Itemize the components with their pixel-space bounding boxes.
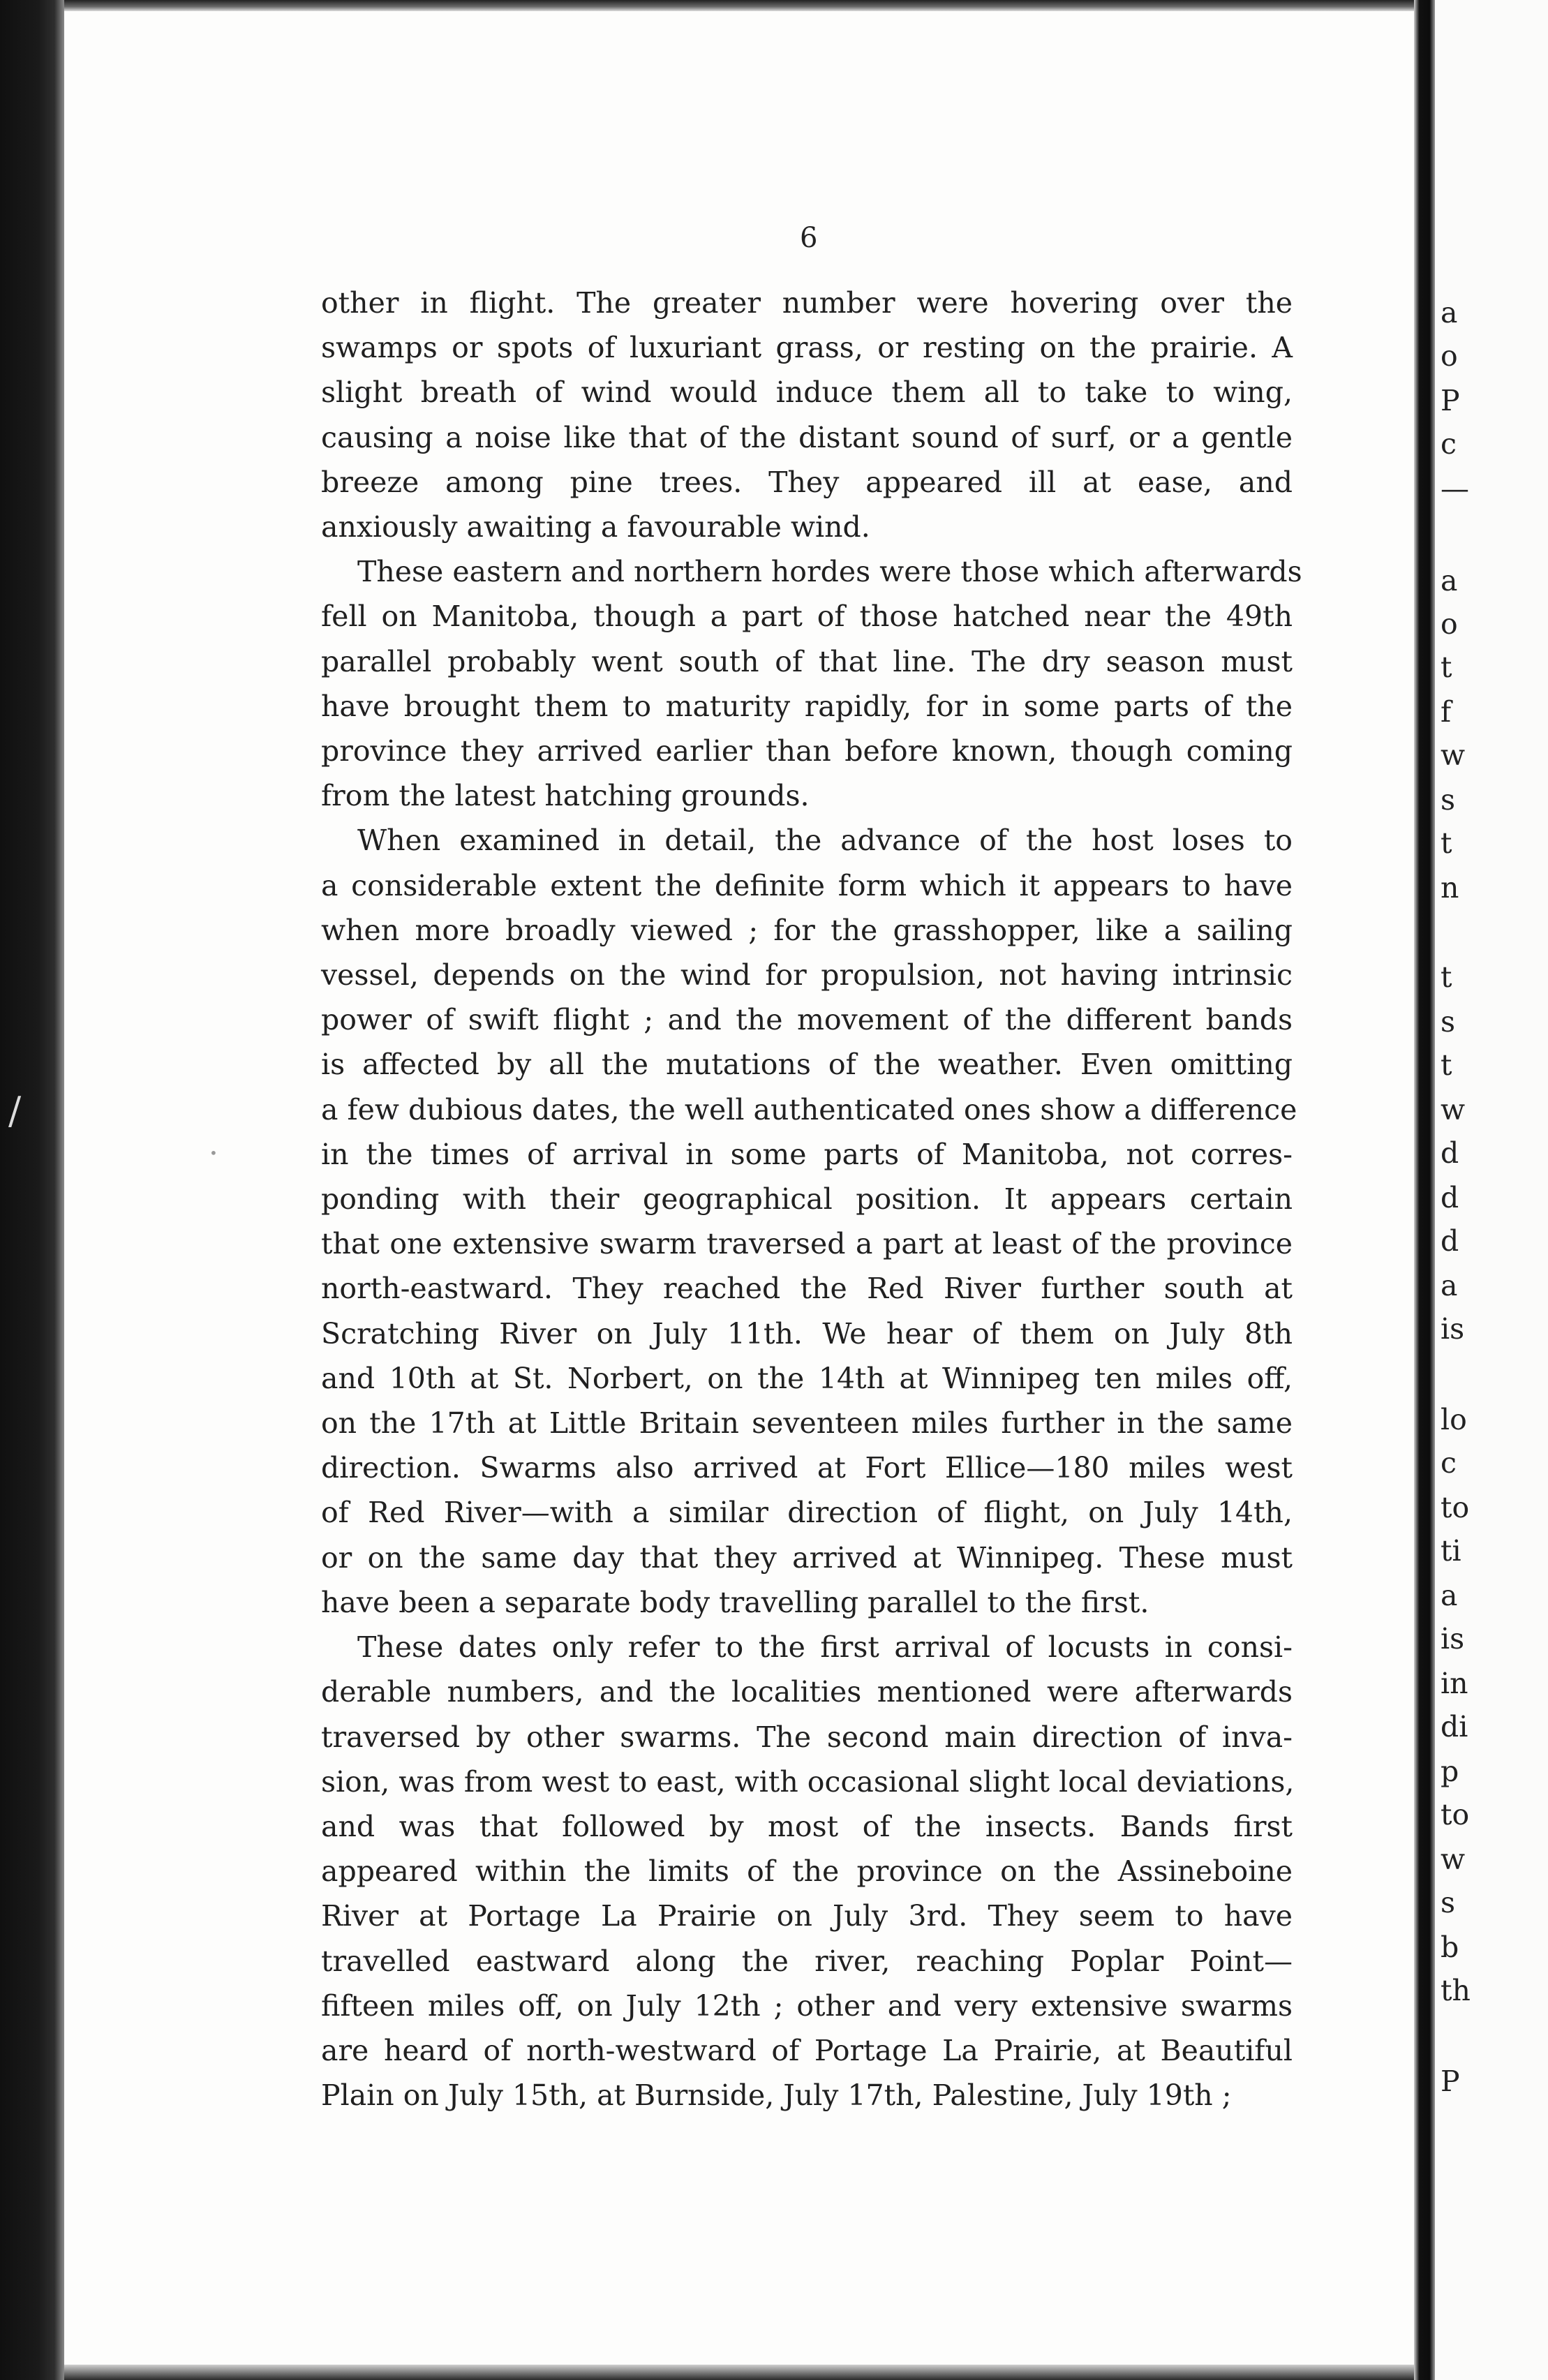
scan-speck: • xyxy=(209,1145,218,1161)
page-gutter xyxy=(1414,0,1435,2380)
text-line: anxiously awaiting a favourable wind. xyxy=(321,510,870,544)
facing-text-fragment: to xyxy=(1441,1491,1470,1524)
text-line: or on the same day that they arrived at Winnipeg. These must xyxy=(321,1540,1293,1575)
facing-text-fragment: — xyxy=(1441,472,1469,505)
paragraph xyxy=(321,549,1302,818)
facing-text-fragment: b xyxy=(1441,1931,1459,1964)
facing-text-fragment: di xyxy=(1441,1710,1468,1743)
text-line: in the times of arrival in some parts of Manitoba, not corres- xyxy=(321,1137,1293,1171)
facing-text-fragment: ti xyxy=(1441,1534,1461,1568)
facing-text-fragment: d xyxy=(1441,1136,1459,1170)
text-line: fifteen miles off, on July 12th ; other and very extensive swarms xyxy=(321,1988,1293,2023)
facing-text-fragment: t xyxy=(1441,1048,1452,1082)
facing-text-fragment: a xyxy=(1441,1579,1458,1612)
facing-text-fragment: a xyxy=(1441,564,1458,597)
text-line: derable numbers, and the localities mentioned were afterwards xyxy=(321,1675,1293,1709)
text-line: from the latest hatching grounds. xyxy=(321,779,810,813)
text-line: When examined in detail, the advance of the host loses to xyxy=(357,824,1293,858)
facing-text-fragment: s xyxy=(1441,1886,1456,1919)
facing-text-fragment: o xyxy=(1441,607,1458,641)
text-line: vessel, depends on the wind for propulsion, not having intrinsic xyxy=(321,958,1293,992)
facing-text-fragment: a xyxy=(1441,1269,1458,1302)
scan-mark: / xyxy=(8,1089,22,1133)
facing-text-fragment: t xyxy=(1441,650,1452,684)
text-line: and 10th at St. Norbert, on the 14th at Winnipeg ten miles off, xyxy=(321,1361,1293,1395)
text-line: appeared within the limits of the province on the Assineboine xyxy=(321,1854,1293,1889)
text-line: sion, was from west to east, with occasional slight local deviations, xyxy=(321,1764,1295,1799)
text-line: These dates only refer to the first arrival of locusts in consi- xyxy=(357,1630,1293,1665)
text-line: ponding with their geographical position. It appears certain xyxy=(321,1182,1293,1217)
text-line: River at Portage La Prairie on July 3rd. They seem to have xyxy=(321,1899,1293,1933)
facing-text-fragment: is xyxy=(1441,1312,1465,1346)
text-line: fell on Manitoba, though a part of those hatched near the 49th xyxy=(321,600,1293,634)
facing-text-fragment: s xyxy=(1441,1005,1456,1039)
text-line: traversed by other swarms. The second main direction of inva- xyxy=(321,1720,1293,1754)
facing-text-fragment: th xyxy=(1441,1974,1471,2007)
text-line: when more broadly viewed ; for the grasshopper, like a sailing xyxy=(321,913,1293,947)
facing-text-fragment: is xyxy=(1441,1622,1465,1656)
text-line: have been a separate body travelling parallel to the first. xyxy=(321,1585,1149,1619)
facing-text-fragment: t xyxy=(1441,960,1452,994)
text-line: and was that followed by most of the insects. Bands first xyxy=(321,1809,1293,1843)
facing-text-fragment: d xyxy=(1441,1224,1459,1258)
facing-text-fragment: t xyxy=(1441,826,1452,860)
paragraph xyxy=(321,1625,1293,2118)
text-line: travelled eastward along the river, reaching Poplar Point— xyxy=(321,1944,1293,1978)
scan-edge-bottom xyxy=(64,2365,1418,2380)
facing-text-fragment: w xyxy=(1441,738,1466,772)
text-line: direction. Swarms also arrived at Fort Ellice—180 miles west xyxy=(321,1451,1293,1485)
text-line: other in flight. The greater number were hovering over the xyxy=(321,286,1293,320)
facing-text-fragment: lo xyxy=(1441,1403,1467,1436)
text-line: north-eastward. They reached the Red River further south at xyxy=(321,1272,1293,1306)
facing-text-fragment: w xyxy=(1441,1093,1466,1126)
text-line: a few dubious dates, the well authenticated ones show a difference xyxy=(321,1092,1297,1126)
facing-text-fragment: a xyxy=(1441,296,1458,329)
text-line: power of swift flight ; and the movement of the different bands xyxy=(321,1003,1293,1037)
facing-text-fragment: n xyxy=(1441,871,1459,905)
text-line: breeze among pine trees. They appeared ill at ease, and xyxy=(321,465,1293,499)
text-line: swamps or spots of luxuriant grass, or resting on the prairie. A xyxy=(321,331,1293,365)
text-line: of Red River—with a similar direction of flight, on July 14th, xyxy=(321,1496,1293,1530)
text-line: parallel probably went south of that line. The dry season must xyxy=(321,644,1293,678)
scan-edge-left xyxy=(0,0,64,2380)
text-line: is affected by all the mutations of the weather. Even omitting xyxy=(321,1048,1293,1082)
text-line: are heard of north-westward of Portage La Prairie, at Beautiful xyxy=(321,2033,1293,2067)
facing-text-fragment: d xyxy=(1441,1181,1459,1214)
facing-text-fragment: P xyxy=(1441,384,1460,417)
facing-text-fragment: p xyxy=(1441,1755,1459,1788)
facing-text-fragment: in xyxy=(1441,1667,1468,1700)
text-line: province they arrived earlier than before known, though coming xyxy=(321,734,1293,768)
facing-text-fragment: f xyxy=(1441,695,1452,729)
text-line: causing a noise like that of the distant sound of surf, or a gentle xyxy=(321,420,1293,454)
page-number: 6 xyxy=(800,222,819,254)
scan-edge-top xyxy=(64,0,1418,11)
text-line: Plain on July 15th, at Burnside, July 17th, Palestine, July 19th ; xyxy=(321,2078,1232,2113)
facing-text-fragment: c xyxy=(1441,1446,1457,1480)
facing-text-fragment: w xyxy=(1441,1843,1466,1876)
paragraph xyxy=(321,281,1293,549)
text-line: that one extensive swarm traversed a part at least of the province xyxy=(321,1227,1293,1261)
text-line: have brought them to maturity rapidly, for in some parts of the xyxy=(321,689,1293,723)
facing-text-fragment: to xyxy=(1441,1798,1470,1831)
paragraph xyxy=(321,818,1297,1625)
facing-text-fragment: c xyxy=(1441,427,1457,461)
facing-text-fragment: P xyxy=(1441,2065,1460,2098)
text-line: a considerable extent the definite form which it appears to have xyxy=(321,868,1293,902)
text-line: Scratching River on July 11th. We hear of them on July 8th xyxy=(321,1316,1293,1351)
text-line: slight breath of wind would induce them all to take to wing, xyxy=(321,375,1293,410)
text-line: These eastern and northern hordes were those which afterwards xyxy=(357,555,1302,589)
text-line: on the 17th at Little Britain seventeen miles further in the same xyxy=(321,1406,1293,1441)
facing-text-fragment: s xyxy=(1441,783,1456,817)
facing-text-fragment: o xyxy=(1441,339,1458,373)
facing-page-fragment xyxy=(1435,0,1548,2380)
body-text xyxy=(321,281,1302,2118)
